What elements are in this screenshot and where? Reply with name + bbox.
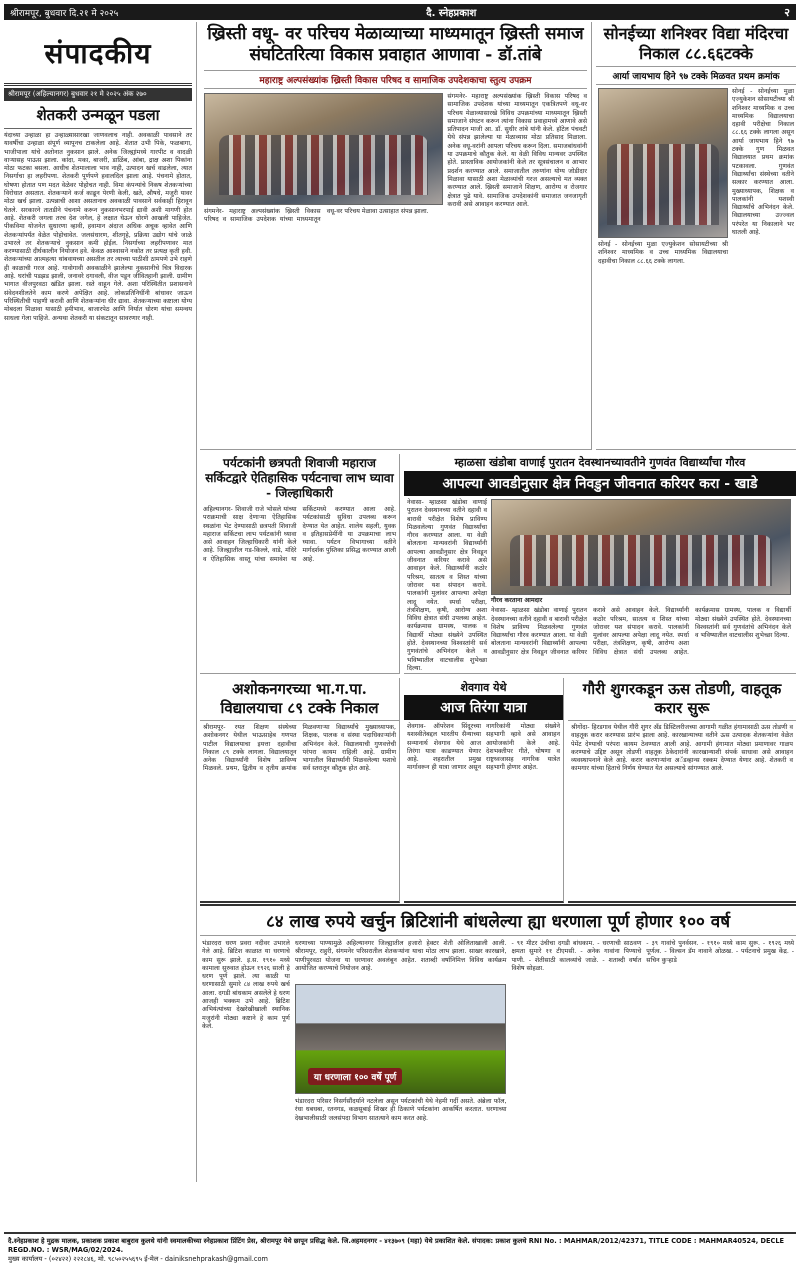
story-subhead: आर्या जायभाय हिने ९७ टक्के मिळवत प्रथम क्रमांक	[596, 66, 796, 85]
editorial-column	[4, 22, 192, 1202]
story-body: शेवगाव- ऑपरेशन सिंदूरच्या यशस्वीतेबद्दल भारतीय सैन्याच्या सन्मानार्थ शेवगाव येथे आज तिरंगा यात्रा काढण्यात येणार आहे. शहरातील प्रमुख मार्गावरून ही यात्रा जाणार असून नागरिकांनी मोठ्या संख्येने सहभागी व्हावे असे आवाहन आयोजकांनी केले आहे. देशभक्तीपर गीते, घोषणा व राष्ट्रध्वजासह नागरिक यात्रेत सहभागी होणार आहेत.	[407, 723, 560, 772]
story-caption-body: संगमनेर- महाराष्ट्र अल्पसंख्यांक ख्रिस्ती विकास परिषद व सामाजिक उपदेशक यांच्या माध्यमातून वधू-वर परिचय मेळावा उत्साहात संपन्न झाला.	[204, 208, 429, 224]
students-photo	[598, 88, 728, 238]
story-subhead: महाराष्ट्र अल्पसंख्यांक ख्रिस्ती विकास परिषद व सामाजिक उपदेशकाचा स्तुत्य उपक्रम	[204, 70, 587, 89]
story-christian-meet	[200, 22, 592, 450]
story-body: सोनई - सोनईच्या मुळा एज्युकेशन सोसायटीच्या श्री शनिश्वर माध्यमिक व उच्च माध्यमिक विद्यालयाचा दहावी परीक्षेचा निकाल ८८.६६ टक्के लागला असून आर्या जायभाय हिने ९७ टक्के गुण मिळवत विद्यालयात प्रथम क्रमांक पटकावला. गुणवंत विद्यार्थ्यांचा संस्थेच्या वतीने सत्कार करण्यात आला. मुख्याध्यापक, शिक्षक व पालकांनी यशस्वी विद्यार्थ्यांचे अभिनंदन केले. विद्यालयाच्या उज्ज्वल परंपरेत या निकालाने भर घातली आहे.	[732, 88, 794, 237]
column-divider	[196, 22, 197, 1182]
story-kicker: म्हाळसा खंडोबा वाणाई पुरातन देवस्थानच्यावतीने गुणवंत विद्यार्थ्यांचा गौरव	[454, 456, 746, 469]
dam-photo-label: या धरणाला १०० वर्षे पूर्ण	[308, 1068, 402, 1085]
story-headline: अशोकनगरच्या भा.ग.पा. विद्यालयाचा ८९ टक्के निकाल	[200, 678, 399, 721]
dam-photo	[295, 984, 507, 1094]
story-ashoknagar-result	[200, 678, 400, 903]
story-dam-centenary	[200, 906, 796, 1226]
story-caption: सोनई - सोनईच्या मुळा एज्युकेशन सोसायटीच्या श्री शनिश्वर माध्यमिक व उच्च माध्यमिक विद्यालयाचा दहावीचा निकाल ८८.६६ टक्के लागला.	[598, 241, 728, 265]
top-banner	[4, 4, 796, 20]
event-photo	[204, 93, 443, 205]
paper-name: दै. स्नेहप्रकाश	[426, 8, 477, 19]
story-body: श्रीगोंदा- हिरडगाव येथील गौरी शुगर अँड डिस्टिलरीजच्या आगामी गळीत हंगामासाठी ऊस तोडणी व वाहतूक करार करण्यास प्रारंभ झाला आहे. कारखान्याच्या वतीने ऊस उत्पादक शेतकऱ्यांना वेळेत पेमेंट देण्याची परंपरा कायम ठेवण्यात आली आहे. आगामी हंगामात मोठ्या प्रमाणावर गाळप करण्याचे उद्दिष्ट असून तोडणी वाहतूक ठेकेदारांनी कारखान्याशी संपर्क साधावा असे आवाहन व्यवस्थापनाने केले आहे. करार करणाऱ्यांना अॅडव्हान्स रक्कम देण्यात येणार आहे. शेतकरी व कामगार यांच्या हिताचे निर्णय घेण्यात येत असल्याचे सांगण्यात आले.	[571, 724, 793, 773]
issue-date: श्रीरामपूर, बुधवार दि.२१ मे २०२५	[10, 8, 119, 19]
felicitation-photo	[491, 499, 791, 595]
story-headline: गौरी शुगरकडून ऊस तोडणी, वाहतूक करार सुरू	[568, 678, 796, 721]
story-headline: पर्यटकांनी छत्रपती शिवाजी महाराज सर्किटद्वारे ऐतिहासिक पर्यटनाचा लाभ घ्यावा - जिल्हाधिकारी	[205, 456, 394, 500]
story-body: श्रीरामपूर- रयत शिक्षण संस्थेच्या अशोकनगर येथील भाऊसाहेब गणपत पाटील विद्यालयाचा इयत्ता दहावीचा निकाल ८९ टक्के लागला. विद्यालयातून अनेक विद्यार्थ्यांनी विशेष प्राविण्य मिळवले. प्रथम, द्वितीय व तृतीय क्रमांक मिळवणाऱ्या विद्यार्थ्यांचे मुख्याध्यापक, शिक्षक, पालक व संस्था पदाधिकाऱ्यांनी अभिनंदन केले. विद्यालयाची गुणवत्तेची परंपरा कायम राहिली आहे. ग्रामीण भागातील विद्यार्थ्यांनी मिळवलेल्या यशाचे सर्व स्तरातून कौतुक होत आहे.	[203, 724, 396, 773]
story-headline: सोनईच्या शनिश्वर विद्या मंदिरचा निकाल ८८.६६टक्के	[603, 24, 789, 63]
story-kicker: शेवगाव येथे	[460, 681, 507, 694]
editorial-headline: शेतकरी उन्मळून पडला	[4, 101, 192, 129]
story-headline: ८४ लाख रुपये खर्चुन ब्रिटिशांनी बांधलेल्या ह्या धरणाला पूर्ण होणार १०० वर्ष	[200, 906, 796, 936]
story-sonai-result	[596, 22, 796, 450]
editorial-body: यंदाच्या उन्हाळा हा उन्हाळ्यासारखा जाणवलाच नाही. अवकाळी पावसाने तर यावर्षीचा उन्हाळा संपूर्ण व्यापूनच टाकलेला आहे. शेतात उभी पिके, फळबागा, भाजीपाला यांचे अतोनात नुकसान झाले. अनेक जिल्ह्यांमध्ये गारपीट व वादळी वाऱ्यासह पाऊस झाला. कांदा, मका, बाजरी, डाळिंब, आंबा, द्राक्ष अशा पिकांना मोठा फटका बसला. आधीच शेतमालाला भाव नाही, उत्पादन खर्च वाढलेला, त्यात निसर्गाचा हा लहरीपणा. शेतकरी पूर्णपणे हवालदिल झाला आहे. पंचनामे होतात, घोषणा होतात पण मदत वेळेवर पोहोचत नाही. विमा कंपन्यांचे निकष शेतकऱ्यांच्या विरोधात असतात. शेतकऱ्याने कर्ज काढून पेरणी केली, खते, औषधे, मजुरी यावर मोठा खर्च झाला. उत्पन्नाची आशा असतानाच अवकाळी पावसाने सर्वकाही हिरावून घेतले. सरकारने तातडीने पंचनामे करून नुकसानभरपाई द्यावी अशी मागणी होत आहे. शेतकरी जगला तरच देश जगेल, हे लक्षात घेऊन धोरणे आखली पाहिजेत. पीकविमा योजनेत सुधारणा व्हावी, हवामान अंदाज अधिक अचूक व्हावेत आणि शेतकऱ्यांपर्यंत वेळेत पोहोचावेत. जलसंधारण, शीतगृहे, प्रक्रिया उद्योग यांचे जाळे उभारले तर शेतकऱ्याचे नुकसान कमी होईल. निसर्गाच्या लहरीपणावर मात करण्यासाठी दीर्घकालीन नियोजन हवे. केवळ आश्वासने नकोत तर प्रत्यक्ष कृती हवी. शेतकऱ्यांच्या आत्महत्या थांबवायच्या असतील तर त्याच्या पाठीशी ठामपणे उभे राहणे ही काळाची गरज आहे. गावोगावी अवकाळीने झालेल्या नुकसानीचे चित्र विदारक आहे. घरांची पडझड झाली, जनावरे दगावली, वीज पडून जीवितहानी झाली. ग्रामीण भागात वीजपुरवठा खंडित झाला. रस्ते वाहून गेले. अशा परिस्थितीत प्रशासनाने संवेदनशीलतेने काम करणे अपेक्षित आहे. लोकप्रतिनिधींनी बांधावर जाऊन परिस्थितीची पाहणी करावी आणि शेतकऱ्यांना धीर द्यावा. शेतकऱ्याच्या कष्टाला योग्य मोबदला मिळावा यासाठी हमीभाव, बाजारपेठ आणि निर्यात धोरण यांचा समन्वय साधला गेला पाहिजे. अन्यथा शेतकरी या संकटातून सावरणार नाही.	[4, 132, 192, 322]
story-col-5: - ३९ गावांचे पुनर्वसन. - १९१० मध्ये काम सुरू. - १९२६ मध्ये पूर्णत्व. - विल्सन डॅम नावाने ओळख. - पर्यटनाचे प्रमुख केंद्र. - सचिन कुऱ्हाडे	[646, 940, 795, 964]
story-col-1: भंडारदरा धरण प्रवरा नदीवर उभारले गेले आहे. ब्रिटिश काळात या धरणाचे काम सुरू झाले. इ.स. १९१० मध्ये कामाला सुरुवात होऊन १९२६ साली हे धरण पूर्ण झाले. त्या काळी या धरणासाठी सुमारे ८४ लाख रुपये खर्च आला. दगडी बांधकाम असलेले हे धरण आजही भक्कम उभे आहे. ब्रिटिश अभियंत्यांच्या देखरेखीखाली स्थानिक मजुरांनी मोठ्या कष्टाने हे काम पूर्ण केले.	[202, 940, 290, 1030]
story-headline: आपल्या आवडीनुसार क्षेत्र निवडुन जीवनात करियर करा - खाडे	[404, 471, 796, 496]
photo-caption: गौरव करताना आमदार	[491, 597, 543, 604]
story-headline: आज तिरंगा यात्रा	[404, 695, 563, 720]
story-headline: ख्रिस्ती वधू- वर परिचय मेळाव्याच्या माध्यमातून ख्रिस्ती समाज संघटितरित्या विकास प्रवाहात आणावा - डॉ.तांबे	[207, 24, 584, 65]
editorial-meta: श्रीरामपूर (अहिल्यानगर) बुधवार २१ मे २०२५ अंक २७०	[4, 88, 192, 101]
editorial-masthead	[4, 22, 192, 86]
story-students-felicitation	[404, 454, 796, 674]
story-body-left: नेवासा- म्हाळसा खंडोबा वाणाई पुरातन देवस्थानच्या वतीने दहावी व बारावी परीक्षेत विशेष प्राविण्य मिळवलेल्या गुणवंत विद्यार्थ्यांचा गौरव करण्यात आला. या वेळी बोलताना मान्यवरांनी विद्यार्थ्यांनी आपल्या आवडीनुसार क्षेत्र निवडून जीवनात करियर करावे असे आवाहन केले. विद्यार्थ्यांनी कठोर परिश्रम, सातत्य व शिस्त यांच्या जोरावर यश संपादन करावे. पालकांनी मुलांवर आपल्या अपेक्षा लादू नयेत. स्पर्धा परीक्षा, तंत्रशिक्षण, कृषी, आरोग्य अशा विविध क्षेत्रात संधी उपलब्ध आहेत. कार्यक्रमास ग्रामस्थ, पालक व विद्यार्थी मोठ्या संख्येने उपस्थित होते. देवस्थानच्या विश्वस्तांनी सर्व गुणवंतांचे अभिनंदन केले व भविष्यातील वाटचालीस शुभेच्छा दिल्या.	[407, 499, 487, 672]
footer-imprint	[4, 1232, 796, 1270]
story-body: अहिल्यानगर- शिवाजी राजे भोसले यांच्या पराक्रमाची साक्ष देणाऱ्या ऐतिहासिक स्थळांना भेट देण्यासाठी छत्रपती शिवाजी महाराज सर्किटचा लाभ पर्यटकांनी घ्यावा असे आवाहन जिल्हाधिकारी यांनी केले आहे. जिल्ह्यातील गड-किल्ले, वाडे, मंदिरे व ऐतिहासिक वास्तू यांचा समावेश या सर्किटमध्ये करण्यात आला आहे. पर्यटकांसाठी सुविधा उपलब्ध करून देण्यात येत आहेत. शालेय सहली, युवक व इतिहासप्रेमींनी या उपक्रमाचा लाभ घ्यावा. पर्यटन विभागाच्या वतीने मार्गदर्शक पुस्तिका प्रसिद्ध करण्यात आली आहे.	[203, 506, 396, 563]
story-col-3: भंडारदरा परिसर निसर्गसौंदर्याने नटलेला असून पर्यटकांची येथे नेहमी गर्दी असते. अंब्रेला फॉल, रंधा धबधबा, रतनगड, कळसूबाई शिखर ही ठिकाणे पर्यटकांना आकर्षित करतात. धरणाच्या देखभालीसाठी जलसंपदा विभाग सातत्याने काम करत आहे.	[294, 1098, 507, 1122]
section-divider	[200, 904, 796, 906]
contact-line: मुख्य कार्यालय - (०२४२२) २२२८४६, मो. ९८५०२५५६९५ ई-मेल - dainiksnehprakash@gmail.com	[8, 1255, 268, 1263]
story-col-2: धरणाच्या पाण्यामुळे अहिल्यानगर जिल्ह्यातील हजारो हेक्टर शेती ओलिताखाली आली. श्रीरामपूर, राहुरी, संगमनेर परिसरातील शेतकऱ्यांना याचा मोठा लाभ झाला. साखर कारखाने, पाणीपुरवठा योजना या धरणावर अवलंबून आहेत. शताब्दी वर्षानिमित्त विविध कार्यक्रम आयोजित करण्याचे नियोजन आहे.	[294, 940, 507, 972]
story-body-right: नेवासा- म्हाळसा खंडोबा वाणाई पुरातन देवस्थानच्या वतीने दहावी व बारावी परीक्षेत विशेष प्राविण्य मिळवलेल्या गुणवंत विद्यार्थ्यांचा गौरव करण्यात आला. या वेळी बोलताना मान्यवरांनी विद्यार्थ्यांनी आपल्या आवडीनुसार क्षेत्र निवडून जीवनात करियर करावे असे आवाहन केले. विद्यार्थ्यांनी कठोर परिश्रम, सातत्य व शिस्त यांच्या जोरावर यश संपादन करावे. पालकांनी मुलांवर आपल्या अपेक्षा लादू नयेत. स्पर्धा परीक्षा, तंत्रशिक्षण, कृषी, आरोग्य अशा विविध क्षेत्रात संधी उपलब्ध आहेत. कार्यक्रमास ग्रामस्थ, पालक व विद्यार्थी मोठ्या संख्येने उपस्थित होते. देवस्थानच्या विश्वस्तांनी सर्व गुणवंतांचे अभिनंदन केले व भविष्यातील वाटचालीस शुभेच्छा दिल्या.	[491, 607, 791, 656]
story-shivaji-circuit	[200, 454, 400, 674]
page-number: २	[784, 5, 790, 19]
story-gauri-sugar	[568, 678, 796, 903]
story-col-4: - ९१ मीटर उंचीचा दगडी बांधकाम. - धरणाची साठवण क्षमता सुमारे ११ टीएमसी. - अनेक गावांना पिण्याचे पाणी. - शेतीसाठी कालव्यांचे जाळे. - शताब्दी वर्षात विशेष सोहळा.	[511, 940, 642, 972]
story-body: संगमनेर- महाराष्ट्र अल्पसंख्यांक ख्रिस्ती विकास परिषद व सामाजिक उपदेशक यांच्या माध्यमातून एकत्रितपणे वधू-वर परिचय मेळाव्यासारखे विविध उपक्रमांच्या माध्यमातून ख्रिस्ती समाजाने संघटन करून त्यांना विकास प्रवाहामध्ये आणावे असे प्रतिपादन माजी आ. डॉ. सुधीर तांबे यांनी केले. हॉटेल पंचवटी येथे संपन्न झालेल्या या मेळाव्यास मोठा प्रतिसाद मिळाला. अनेक वधू-वरांनी आपला परिचय करून दिला. समाजबांधवांनी या उपक्रमाचे कौतुक केले. या वेळी विविध मान्यवर उपस्थित होते. प्रास्ताविक आयोजकांनी केले तर सूत्रसंचालन व आभार प्रदर्शन करण्यात आले. समाजातील तरुणांना योग्य जोडीदार मिळावा यासाठी अशा मेळाव्यांची गरज असल्याचे मत व्यक्त करण्यात आले. ख्रिस्ती समाजाने शिक्षण, आरोग्य व रोजगार क्षेत्रात पुढे यावे. सामाजिक उपदेशकांनी समाजात जनजागृती करावी असे आवाहन करण्यात आले.	[447, 93, 587, 208]
editorial-title: संपादकीय	[44, 36, 152, 70]
story-tiranga-yatra	[404, 678, 564, 903]
imprint-line: दै.स्नेहप्रकाश हे मुद्रक मालक, प्रकाशक प्रकाश बाबुराव कुलथे यांनी स्वमालकीच्या स्नेहप्रकाश प्रिंटिंग प्रेस, श्रीरामपूर येथे छापून प्रसिद्ध केले. जि.अहमदनगर - ४१३७०९ (महा) येथे प्रकाशित केले. संपादक: प्रकाश कुलथे RNI No. : MAHMAR/2012/42371, TITLE CODE : MAHMAR40524, DECLE REGD.NO. : WSR/MAG/02/2024.	[8, 1237, 785, 1254]
